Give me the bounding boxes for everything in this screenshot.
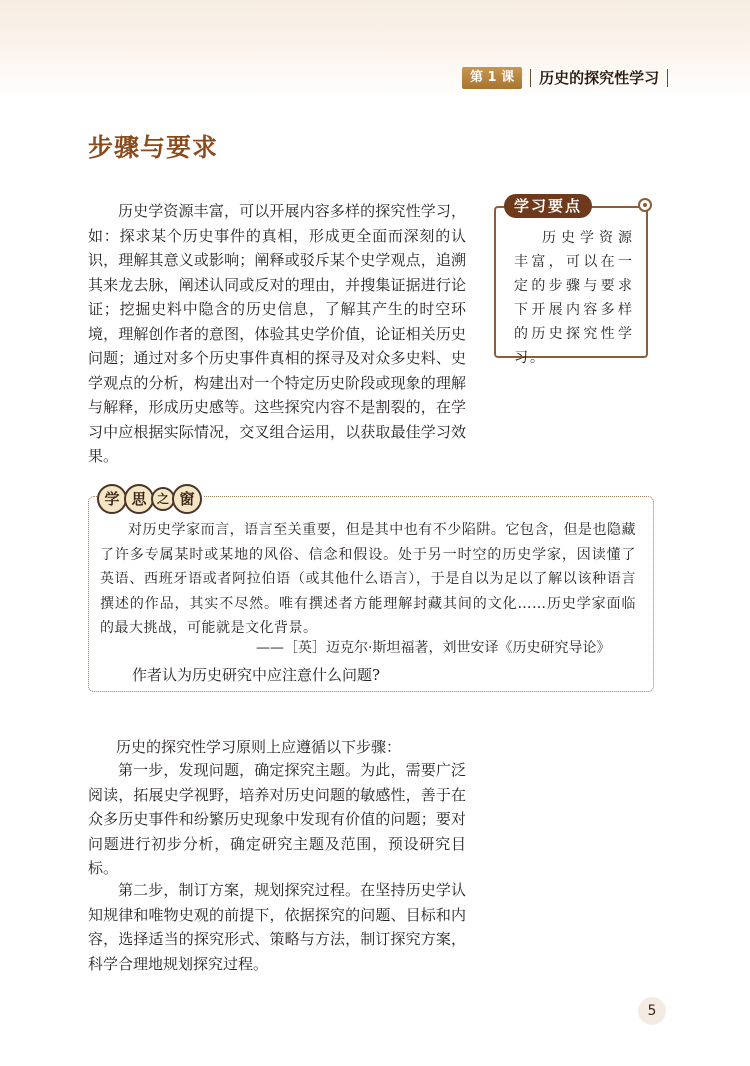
- thinking-window-label: [97, 484, 203, 514]
- key-points-connector: [596, 206, 640, 208]
- label-char: 之: [151, 487, 175, 511]
- label-char: 窗: [172, 484, 202, 514]
- page-number: 5: [638, 997, 666, 1025]
- key-points-label: 学习要点: [504, 194, 592, 218]
- section-heading: 步骤与要求: [88, 133, 219, 162]
- header-end-divider: [667, 69, 668, 87]
- step-two-paragraph: 第二步，制订方案，规划探究过程。在坚持历史学认知规律和唯物史观的前提下，依据探究的问题、目标和内容，选择适当的探究形式、策略与方法，制订探究方案，科学合理地规划探究过程。: [88, 881, 466, 973]
- header-divider: [530, 69, 531, 87]
- steps-intro: 历史的探究性学习原则上应遵循以下步骤：: [116, 738, 402, 756]
- lesson-tag: 第 1 课: [462, 67, 522, 89]
- thinking-window-question: 作者认为历史研究中应注意什么问题?: [132, 666, 381, 684]
- thinking-window-citation: ——［英］迈克尔·斯坦福著，刘世安译《历史研究导论》: [256, 640, 611, 656]
- intro-paragraph: 历史学资源丰富，可以开展内容多样的探究性学习，如：探求某个历史事件的真相，形成更全面而深刻的认识，理解其意义或影响；阐释或驳斥某个史学观点，追溯其来龙去脉，阐述认同或反对的理由，并搜集证据进行论证；挖掘史料中隐含的历史信息，了解其产生的时空环境，理解创作者的意图，体验其史学价值，论证相关历史问题；通过对多个历史事件真相的探寻及对众多史料、史学观点的分析，构建出对一个特定历史阶段或现象的理解与解释，形成历史感等。这些探究内容不是割裂的，在学习中应根据实际情况，交叉组合运用，以获取最佳学习效果。: [88, 202, 466, 465]
- label-char: 思: [124, 484, 154, 514]
- lesson-header: [462, 66, 668, 90]
- lesson-title: 历史的探究性学习: [539, 69, 660, 87]
- key-points-text: 历史学资源丰富，可以在一定的步骤与要求下开展内容多样的历史探究性学习。: [514, 230, 634, 366]
- target-icon: [638, 198, 652, 212]
- label-char: 学: [97, 484, 127, 514]
- thinking-window-quote: 对历史学家而言，语言至关重要，但是其中也有不少陷阱。它包含，但是也隐藏了许多专属某时或某地的风俗、信念和假设。处于另一时空的历史学家，因读懂了英语、西班牙语或者阿拉伯语（或其他什么语言），于是自以为足以了解以该种语言撰述的作品，其实不尽然。唯有撰述者方能理解封藏其间的文化……历史学家面临的最大挑战，可能就是文化背景。: [100, 522, 636, 636]
- step-one-paragraph: 第一步，发现问题，确定探究主题。为此，需要广泛阅读，拓展史学视野，培养对历史问题的敏感性，善于在众多历史事件和纷繁历史现象中发现有价值的问题；要对问题进行初步分析，确定研究主题及范围，预设研究目标。: [88, 761, 466, 877]
